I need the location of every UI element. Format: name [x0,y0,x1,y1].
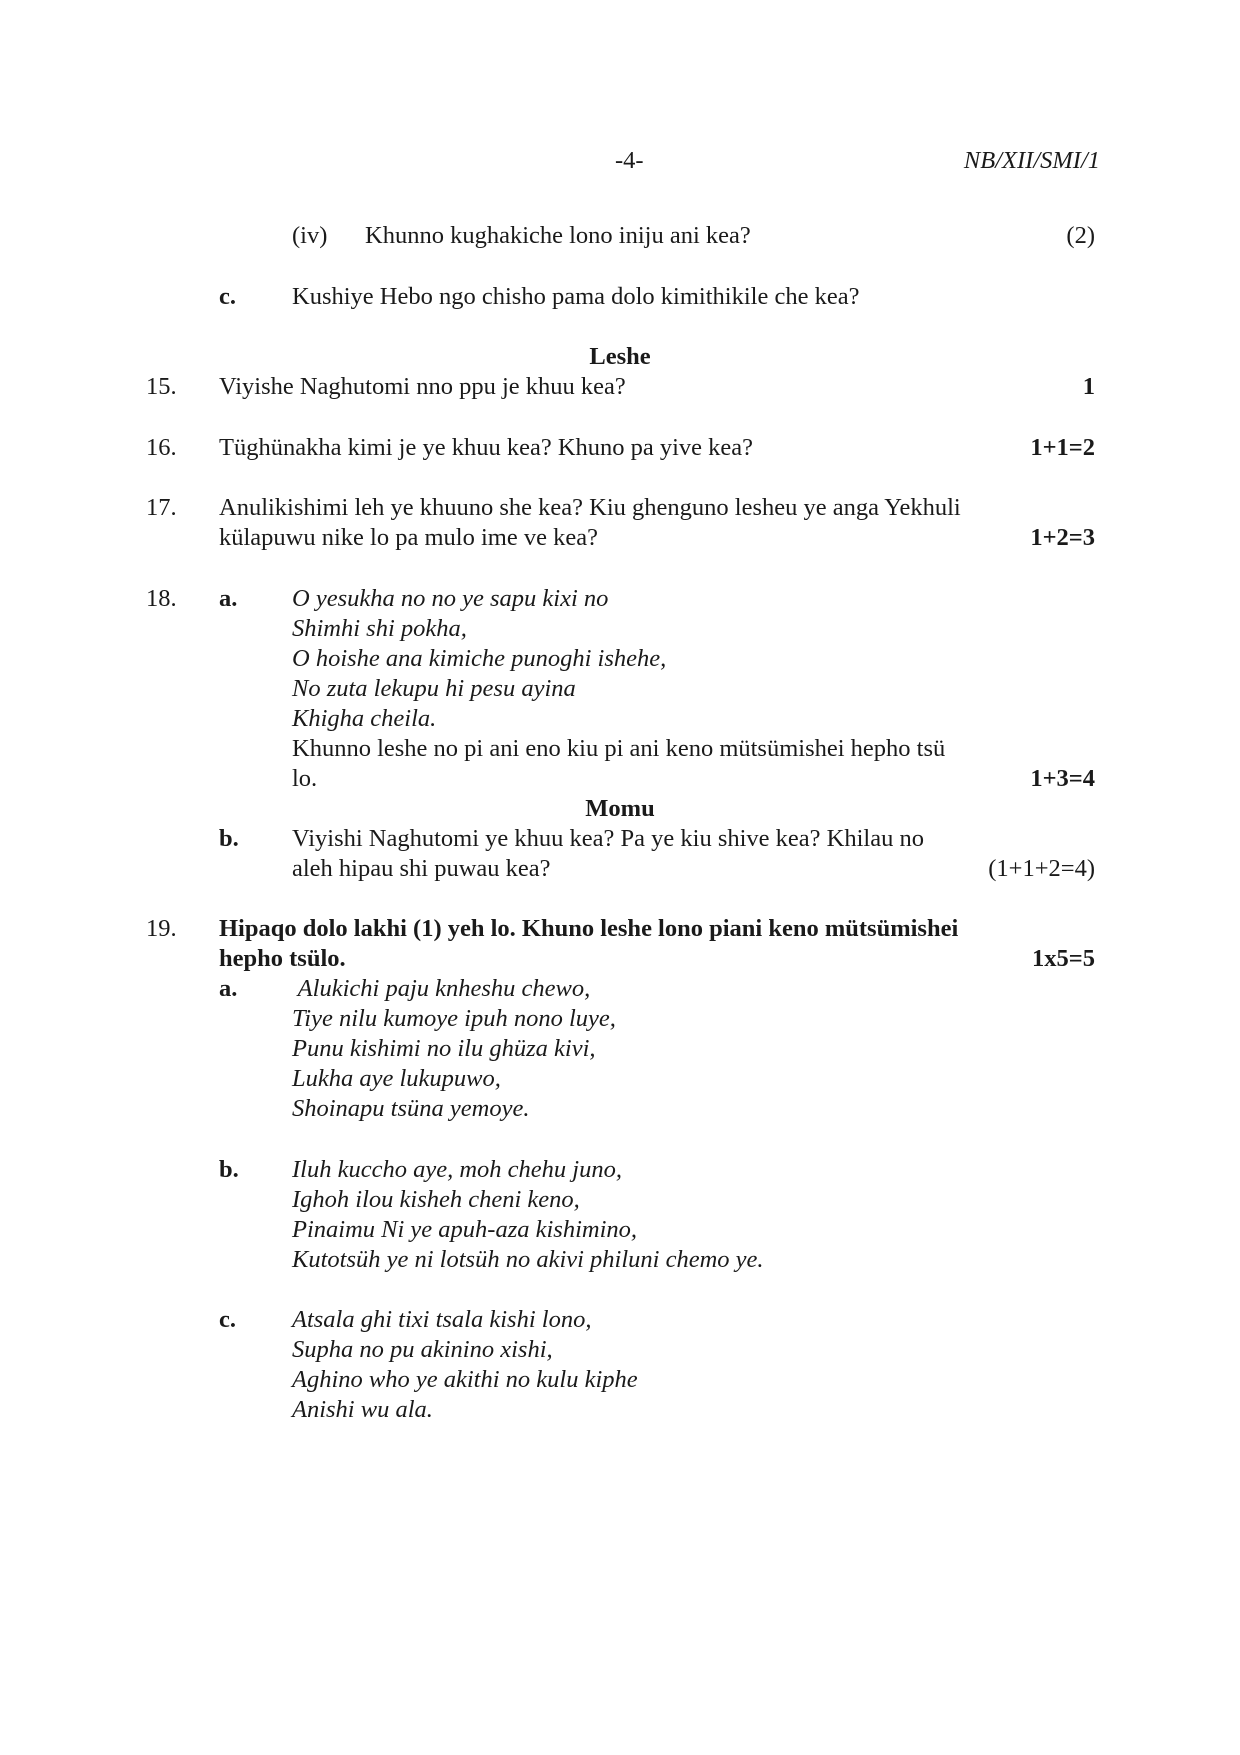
q14-part-iv-marks: (2) [1066,222,1095,249]
q17-number: 17. [146,494,177,521]
q19-line-1: Hipaqo dolo lakhi (1) yeh lo. Khuno leshe lono piani keno mütsümishei [219,915,959,942]
q19-c-poem-line-2: Supha no pu akinino xishi, [292,1336,553,1363]
q19-c-poem-line-3: Aghino who ye akithi no kulu kiphe [292,1366,638,1393]
q18-a-question-line-1: Khunno leshe no pi ani eno kiu pi ani keno mütsümishei hepho tsü [292,735,946,762]
q15-text: Viyishe Naghutomi nno ppu je khuu kea? [219,373,626,400]
q19-a-poem-line-2: Tiye nilu kumoye ipuh nono luye, [292,1005,616,1032]
q19-marks: 1x5=5 [1032,945,1095,972]
q18-b-line-2: aleh hipau shi puwau kea? [292,855,551,882]
q19-c-poem-line-4: Anishi wu ala. [292,1396,433,1423]
q19-a-poem-line-3: Punu kishimi no ilu ghüza kivi, [292,1035,596,1062]
q17-line-2: külapuwu nike lo pa mulo ime ve kea? [219,524,598,551]
q19-b-poem-line-2: Ighoh ilou kisheh cheni keno, [292,1186,580,1213]
q19-part-a-label: a. [219,975,238,1002]
q18-a-poem-line-5: Khigha cheila. [292,705,437,732]
q18-a-poem-line-3: O hoishe ana kimiche punoghi ishehe, [292,645,667,672]
q18-a-poem-line-2: Shimhi shi pokha, [292,615,467,642]
q18-part-a-label: a. [219,585,238,612]
q17-line-1: Anulikishimi leh ye khuuno she kea? Kiu ghenguno lesheu ye anga Yekhuli [219,494,961,521]
q19-a-poem-line-5: Shoinapu tsüna yemoye. [292,1095,530,1122]
q19-part-c-label: c. [219,1306,236,1333]
q15-marks: 1 [1082,373,1095,400]
q16-text: Tüghünakha kimi je ye khuu kea? Khuno pa yive kea? [219,434,754,461]
q18-b-line-1: Viyishi Naghutomi ye khuu kea? Pa ye kiu shive kea? Khilau no [292,825,924,852]
page-number: -4- [615,147,644,174]
q19-line-2: hepho tsülo. [219,945,346,972]
q14-part-iv-label: (iv) [292,222,328,249]
q19-number: 19. [146,915,177,942]
q19-a-poem-line-4: Lukha aye lukupuwo, [292,1065,501,1092]
q19-b-poem-line-4: Kutotsüh ye ni lotsüh no akivi philuni chemo ye. [292,1246,764,1273]
section-heading-leshe: Leshe [589,343,651,370]
q15-number: 15. [146,373,177,400]
q16-number: 16. [146,434,177,461]
q14-part-iv-text: Khunno kughakiche lono iniju ani kea? [365,222,751,249]
section-heading-momu: Momu [585,795,655,822]
q18-part-b-label: b. [219,825,239,852]
q18-number: 18. [146,585,177,612]
q19-part-b-label: b. [219,1156,239,1183]
q18-a-poem-line-1: O yesukha no no ye sapu kixi no [292,585,609,612]
q19-b-poem-line-3: Pinaimu Ni ye apuh-aza kishimino, [292,1216,638,1243]
q18-a-poem-line-4: No zuta lekupu hi pesu ayina [292,675,576,702]
q18-a-marks: 1+3=4 [1030,765,1095,792]
q14-part-c-text: Kushiye Hebo ngo chisho pama dolo kimithikile che kea? [292,283,860,310]
q18-a-question-line-2: lo. [292,765,318,792]
q14-part-c-label: c. [219,283,236,310]
q18-b-marks: (1+1+2=4) [988,855,1095,882]
q17-marks: 1+2=3 [1030,524,1095,551]
q19-a-poem-line-1: Alukichi paju knheshu chewo, [292,975,591,1002]
q19-b-poem-line-1: Iluh kuccho aye, moh chehu juno, [292,1156,622,1183]
paper-code: NB/XII/SMI/1 [963,147,1100,174]
q19-c-poem-line-1: Atsala ghi tixi tsala kishi lono, [292,1306,592,1333]
q16-marks: 1+1=2 [1030,434,1095,461]
